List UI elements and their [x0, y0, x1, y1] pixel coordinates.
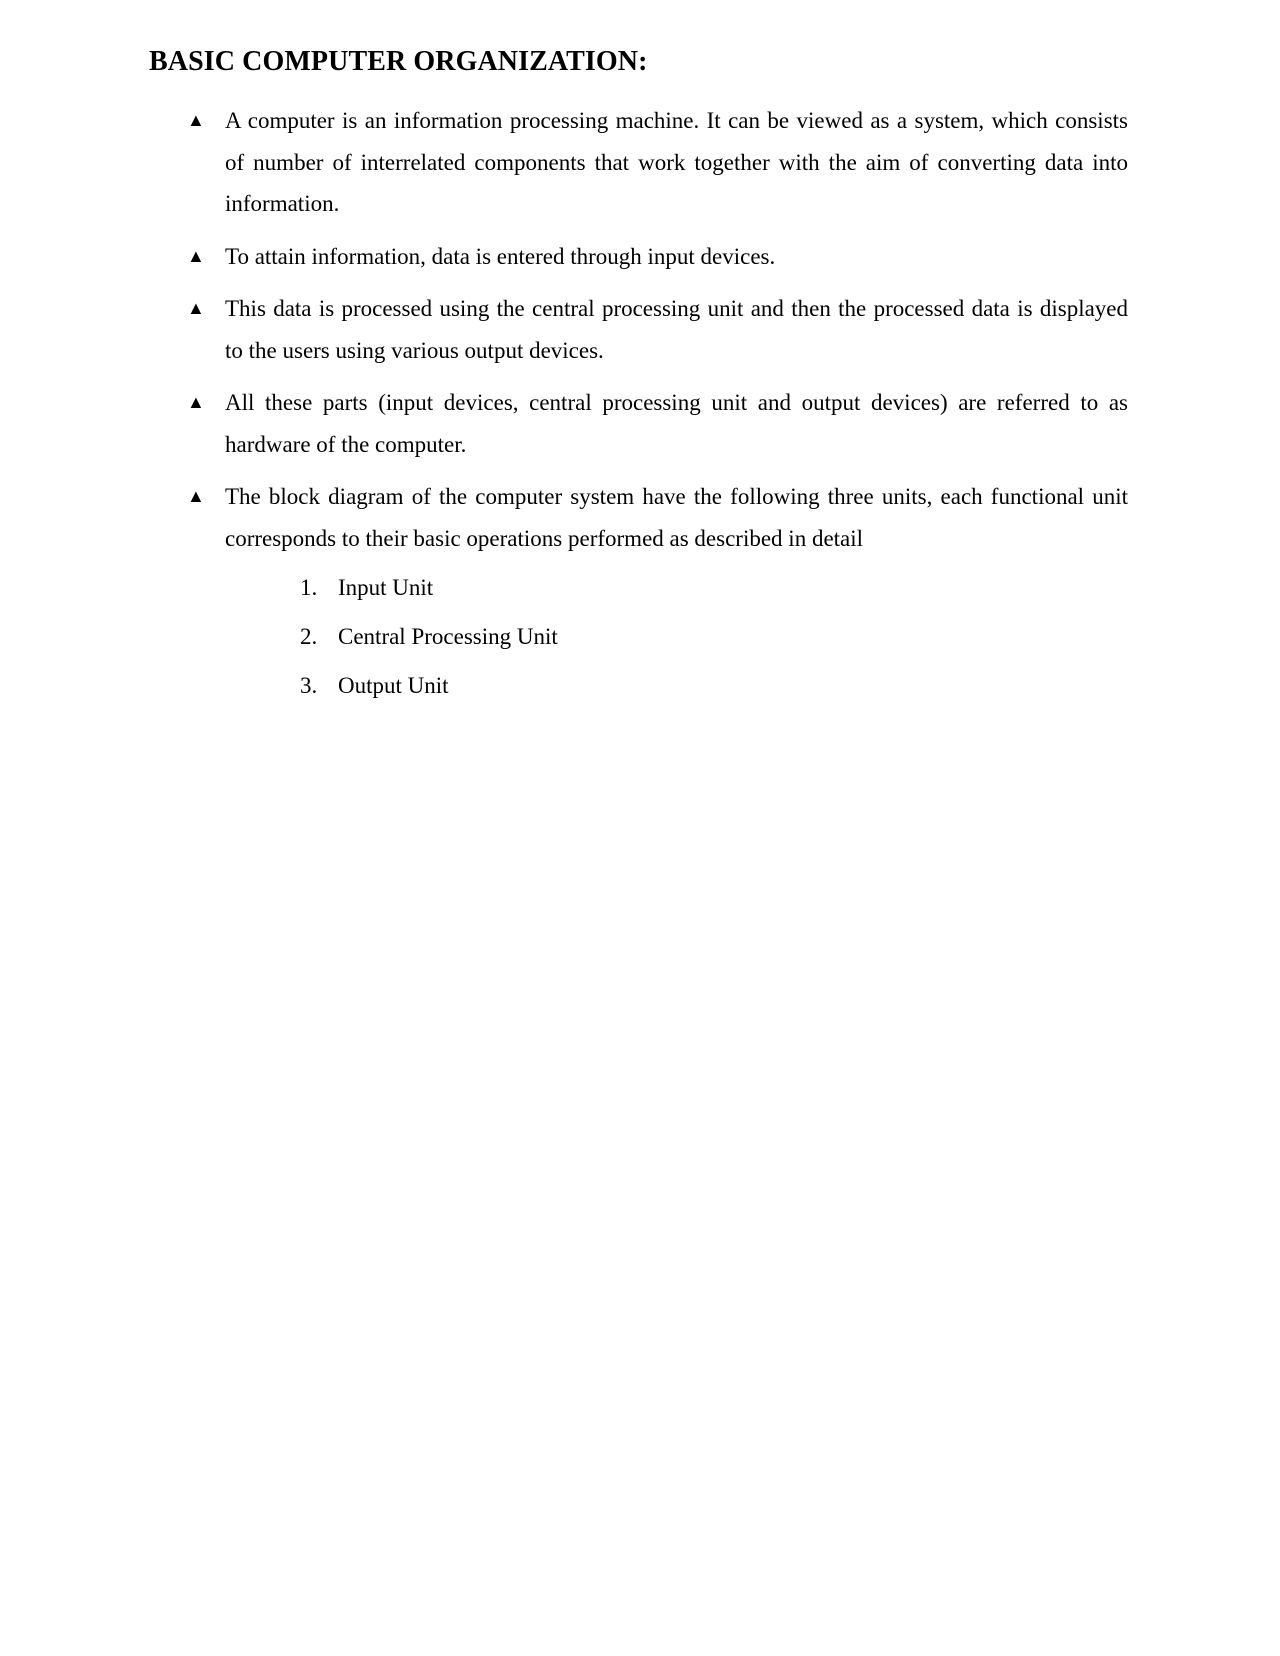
bullet-text: All these parts (input devices, central processing unit and output devices) are referred to as hardware of the computer.	[225, 390, 1128, 457]
unit-list-item	[0, 617, 1280, 666]
triangle-bullet-icon: ▲	[187, 110, 205, 130]
list-item	[0, 100, 1280, 225]
unit-label: Central Processing Unit	[338, 624, 558, 649]
list-item	[0, 236, 1280, 278]
unit-list	[0, 568, 1280, 715]
bullet-text: A computer is an information processing machine. It can be viewed as a system, which consists of number of interrelated components that work together with the aim of converting data into information.	[225, 108, 1128, 216]
list-number: 1.	[300, 575, 318, 600]
list-item	[0, 476, 1280, 559]
list-number: 3.	[300, 673, 318, 698]
list-item	[0, 288, 1280, 371]
bullet-list	[0, 100, 1280, 570]
bullet-text: The block diagram of the computer system have the following three units, each functional unit corresponds to their basic operations performed as described in detail	[225, 484, 1128, 551]
triangle-bullet-icon: ▲	[187, 486, 205, 506]
triangle-bullet-icon: ▲	[187, 298, 205, 318]
unit-label: Input Unit	[338, 575, 434, 600]
unit-list-item	[0, 568, 1280, 617]
list-number: 2.	[300, 624, 318, 649]
page-title: BASIC COMPUTER ORGANIZATION:	[149, 46, 648, 77]
triangle-bullet-icon: ▲	[187, 245, 205, 266]
triangle-bullet-icon: ▲	[187, 392, 205, 412]
unit-list-item	[0, 666, 1280, 715]
list-item	[0, 382, 1280, 465]
unit-label: Output Unit	[338, 673, 449, 698]
bullet-text: To attain information, data is entered through input devices.	[225, 243, 776, 269]
bullet-text: This data is processed using the central processing unit and then the processed data is displayed to the users using various output devices.	[225, 296, 1128, 363]
